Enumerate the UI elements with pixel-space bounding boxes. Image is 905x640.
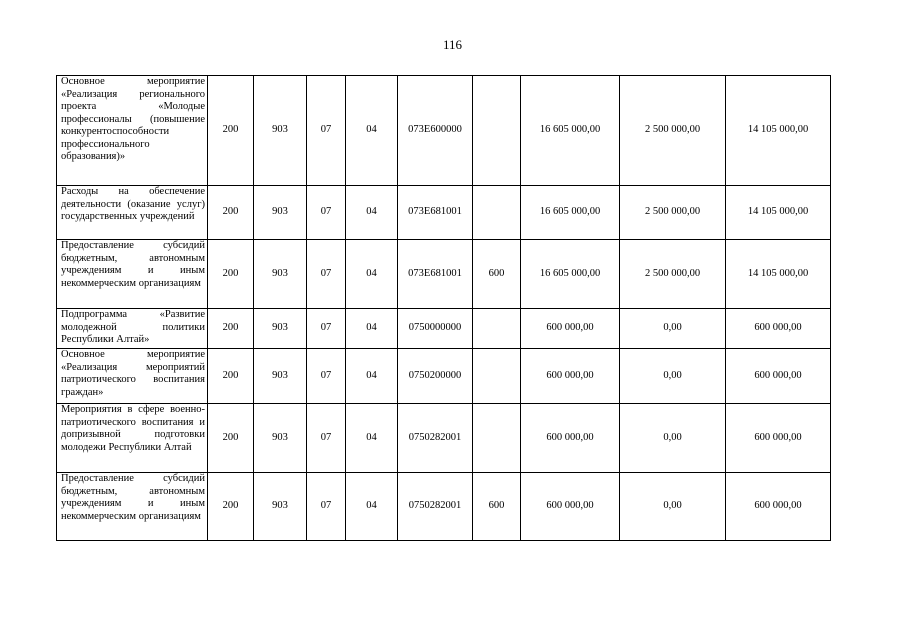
row-name: Расходы на обеспечение деятельности (оказание услуг) государственных учреждений [57, 186, 208, 240]
amount-third-cell: 600 000,00 [726, 404, 831, 473]
section-cell: 07 [307, 186, 346, 240]
row-name: Предоставление субсидий бюджетным, автономным учреждениям и иным некоммерческим организациям [57, 240, 208, 309]
target-article-cell: 0750282001 [398, 473, 473, 541]
amount-third-cell: 600 000,00 [726, 309, 831, 349]
table-row [57, 186, 831, 240]
amount-second-cell: 2 500 000,00 [620, 186, 726, 240]
ministry-code-cell: 903 [254, 404, 307, 473]
subsection-cell: 04 [346, 349, 398, 404]
amount-third-cell: 14 105 000,00 [726, 76, 831, 186]
amount-third-cell: 14 105 000,00 [726, 240, 831, 309]
section-cell: 07 [307, 76, 346, 186]
admin-code-cell: 200 [208, 186, 254, 240]
target-article-cell: 0750000000 [398, 309, 473, 349]
amount-total-cell: 16 605 000,00 [521, 76, 620, 186]
expense-kind-cell [473, 186, 521, 240]
subsection-cell: 04 [346, 404, 398, 473]
expense-kind-cell [473, 404, 521, 473]
ministry-code-cell: 903 [254, 473, 307, 541]
subsection-cell: 04 [346, 76, 398, 186]
ministry-code-cell: 903 [254, 76, 307, 186]
table-row [57, 473, 831, 541]
expense-kind-cell [473, 309, 521, 349]
target-article-cell: 073E681001 [398, 240, 473, 309]
amount-total-cell: 600 000,00 [521, 404, 620, 473]
admin-code-cell: 200 [208, 309, 254, 349]
ministry-code-cell: 903 [254, 240, 307, 309]
table-row [57, 309, 831, 349]
admin-code-cell: 200 [208, 473, 254, 541]
expense-kind-cell [473, 76, 521, 186]
row-name: Подпрограмма «Развитие молодежной политики Республики Алтай» [57, 309, 208, 349]
target-article-cell: 073E600000 [398, 76, 473, 186]
ministry-code-cell: 903 [254, 349, 307, 404]
row-name: Основное мероприятие «Реализация регионального проекта «Молодые профессионалы (повышение конкурентоспособности профессионального образования)» [57, 76, 208, 186]
target-article-cell: 0750200000 [398, 349, 473, 404]
table-row [57, 404, 831, 473]
row-name: Мероприятия в сфере военно-патриотического воспитания и допризывной подготовки молодежи Республики Алтай [57, 404, 208, 473]
amount-second-cell: 0,00 [620, 349, 726, 404]
admin-code-cell: 200 [208, 404, 254, 473]
subsection-cell: 04 [346, 186, 398, 240]
expense-kind-cell: 600 [473, 240, 521, 309]
admin-code-cell: 200 [208, 240, 254, 309]
ministry-code-cell: 903 [254, 186, 307, 240]
section-cell: 07 [307, 349, 346, 404]
admin-code-cell: 200 [208, 76, 254, 186]
amount-third-cell: 14 105 000,00 [726, 186, 831, 240]
amount-second-cell: 0,00 [620, 404, 726, 473]
row-name: Основное мероприятие «Реализация мероприятий патриотического воспитания граждан» [57, 349, 208, 404]
amount-third-cell: 600 000,00 [726, 349, 831, 404]
amount-total-cell: 16 605 000,00 [521, 240, 620, 309]
expense-kind-cell: 600 [473, 473, 521, 541]
admin-code-cell: 200 [208, 349, 254, 404]
amount-third-cell: 600 000,00 [726, 473, 831, 541]
table-row [57, 349, 831, 404]
amount-total-cell: 600 000,00 [521, 349, 620, 404]
amount-total-cell: 600 000,00 [521, 309, 620, 349]
subsection-cell: 04 [346, 240, 398, 309]
target-article-cell: 0750282001 [398, 404, 473, 473]
amount-second-cell: 0,00 [620, 309, 726, 349]
amount-total-cell: 16 605 000,00 [521, 186, 620, 240]
section-cell: 07 [307, 240, 346, 309]
subsection-cell: 04 [346, 473, 398, 541]
table-row [57, 240, 831, 309]
subsection-cell: 04 [346, 309, 398, 349]
target-article-cell: 073E681001 [398, 186, 473, 240]
amount-second-cell: 2 500 000,00 [620, 240, 726, 309]
section-cell: 07 [307, 473, 346, 541]
amount-second-cell: 0,00 [620, 473, 726, 541]
expense-kind-cell [473, 349, 521, 404]
budget-table [56, 75, 831, 541]
amount-second-cell: 2 500 000,00 [620, 76, 726, 186]
amount-total-cell: 600 000,00 [521, 473, 620, 541]
table-row [57, 76, 831, 186]
ministry-code-cell: 903 [254, 309, 307, 349]
page-number: 116 [442, 37, 463, 52]
section-cell: 07 [307, 404, 346, 473]
row-name: Предоставление субсидий бюджетным, автономным учреждениям и иным некоммерческим организациям [57, 473, 208, 541]
section-cell: 07 [307, 309, 346, 349]
